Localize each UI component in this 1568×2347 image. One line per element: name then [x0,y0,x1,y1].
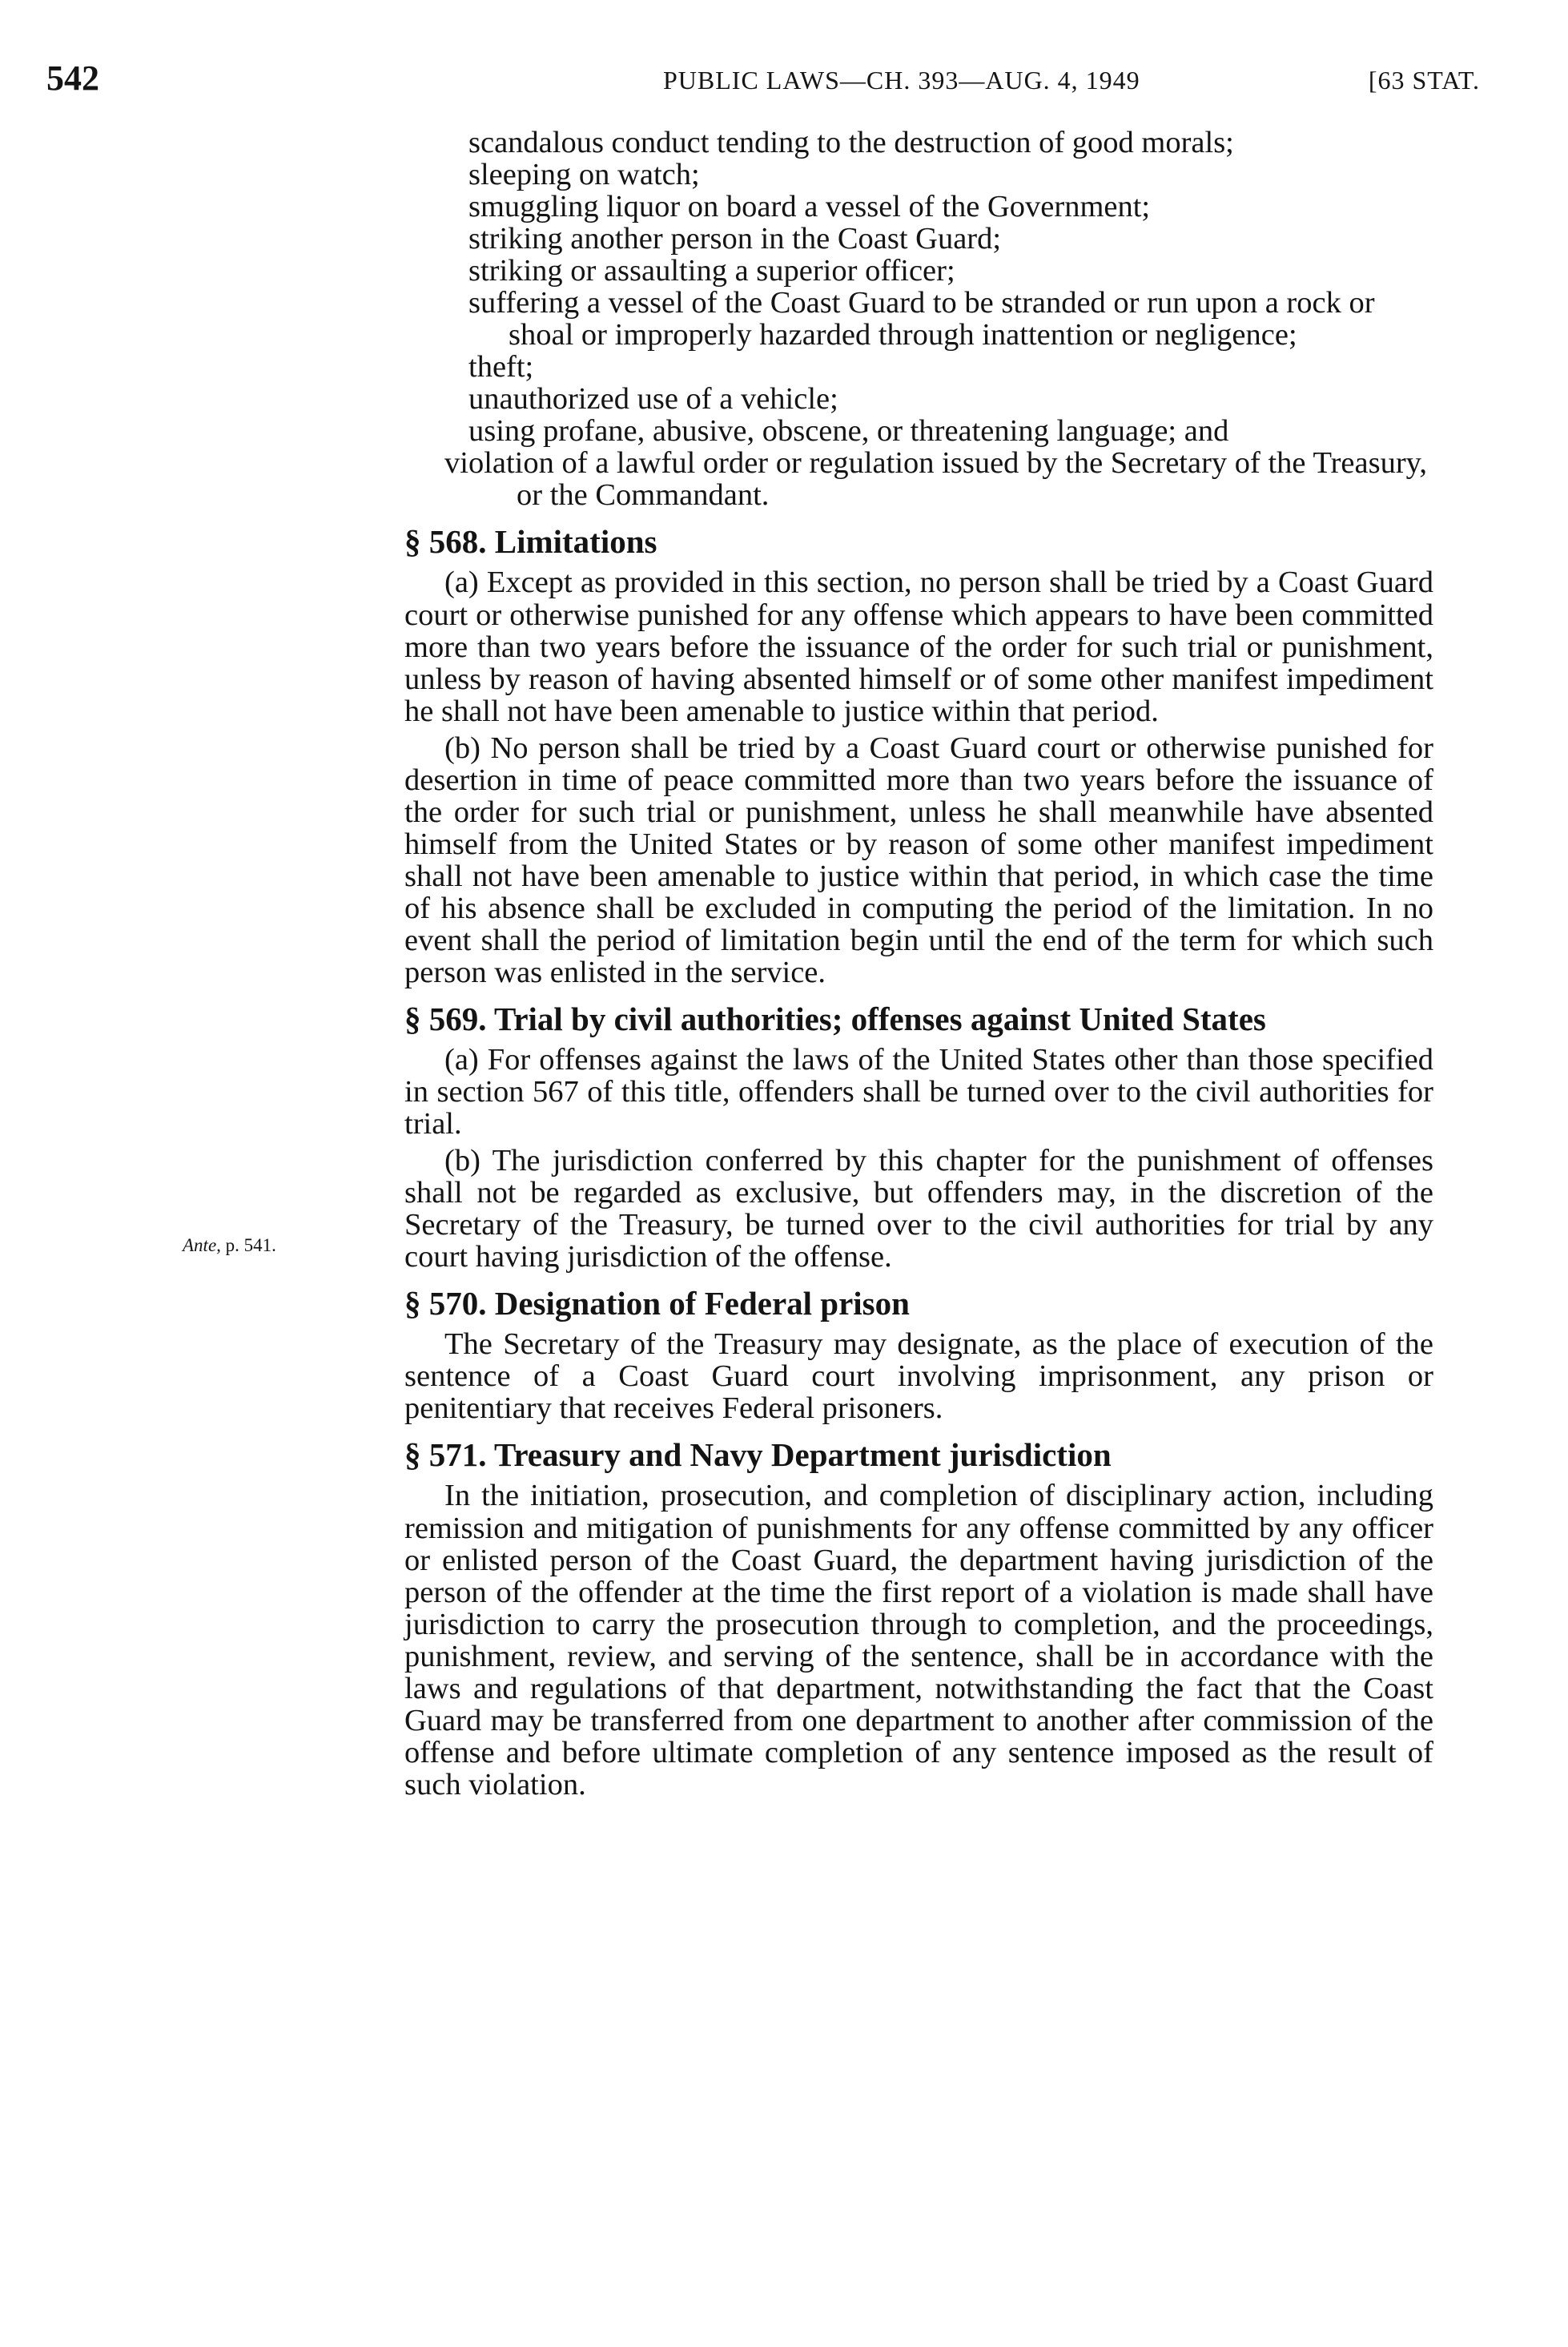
margin-note-ante-label: Ante, [183,1235,221,1255]
section-heading: § 570. Designation of Federal prison [404,1285,910,1322]
list-item: violation of a lawful order or regulation issued by the Secretary of the Treasury, or the Commandant. [444,446,1428,513]
list-item: striking another person in the Coast Guard; [468,222,1002,256]
section-heading: § 568. Limitations [404,523,657,561]
paragraph: (a) For offenses against the laws of the United States other than those specified in section 567 of this title, offenders shall be turned over to the civil authorities for trial. [404,1042,1433,1141]
paragraph: (a) Except as provided in this section, no person shall be tried by a Coast Guard court or otherwise punished for any offense which appears to have been committed more than two years before the issuance of the order for such trial or punishment, unless by reason of having absented himself or of some other manifest impediment he shall not have been amenable to justice within that period. [404,566,1433,728]
page-header [46,58,1480,106]
list-item: unauthorized use of a vehicle; [468,382,838,417]
section-568 [404,524,1433,988]
offense-list [404,127,1433,511]
volume-reference: [63 STAT. [1368,66,1480,95]
paragraph: The Secretary of the Treasury may designate, as the place of execution of the sentence of a Coast Guard court involving imprisonment, any prison or penitentiary that receives Federal prisoners. [404,1327,1433,1426]
section-heading: § 571. Treasury and Navy Department jurisdiction [404,1436,1112,1474]
margin-note-ante-page: p. 541. [225,1235,276,1255]
list-item: scandalous conduct tending to the destruction of good morals; [468,126,1234,159]
margin-note-ante [183,1235,276,1256]
list-item: sleeping on watch; [468,158,700,192]
page-number: 542 [46,58,99,98]
running-head: PUBLIC LAWS—CH. 393—AUG. 4, 1949 [663,66,1140,95]
document-body [404,127,1433,1806]
section-571 [404,1437,1433,1800]
list-item: striking or assaulting a superior officer; [468,254,955,288]
list-item: using profane, abusive, obscene, or threatening language; and [468,414,1229,449]
paragraph: In the initiation, prosecution, and completion of disciplinary action, including remission and mitigation of punishments for any offense committed by any officer or enlisted person of the Coast Guard, the department having jurisdiction of the person of the offender at the time the first report of a violation is made shall have jurisdiction to carry the prosecution through to completion, and the proceedings, punishment, review, and serving of the sentence, shall be in accordance with the laws and regulations of that department, notwithstanding the fact that the Coast Guard may be transferred from one department to another after commission of the offense and before ultimate completion of any sentence imposed as the result of such violation. [404,1479,1433,1802]
paragraph: (b) No person shall be tried by a Coast Guard court or otherwise punished for desertion in time of peace committed more than two years before the issuance of the order for such trial or punishment, unless he shall meanwhile have absented himself from the United States or by reason of some other manifest impediment shall not have been amenable to justice within that period, in which case the time of his absence shall be excluded in computing the period of the limitation. In no event shall the period of limitation begin until the end of the term for which such person was enlisted in the service. [404,731,1433,989]
list-item: smuggling liquor on board a vessel of the Government; [468,190,1151,224]
list-item: theft; [468,350,534,384]
paragraph: (b) The jurisdiction conferred by this chapter for the punishment of offenses shall not be regarded as exclusive, but offenders may, in the discretion of the Secretary of the Treasury, be turned over to the civil authorities for trial by any court having jurisdiction of the offense. [404,1144,1433,1274]
section-heading: § 569. Trial by civil authorities; offenses against United States [404,1000,1266,1037]
list-item: suffering a vessel of the Coast Guard to be stranded or run upon a rock or shoal or improperly hazarded through inattention or negligence; [468,286,1375,352]
section-570 [404,1286,1433,1424]
section-569 [404,1001,1433,1273]
